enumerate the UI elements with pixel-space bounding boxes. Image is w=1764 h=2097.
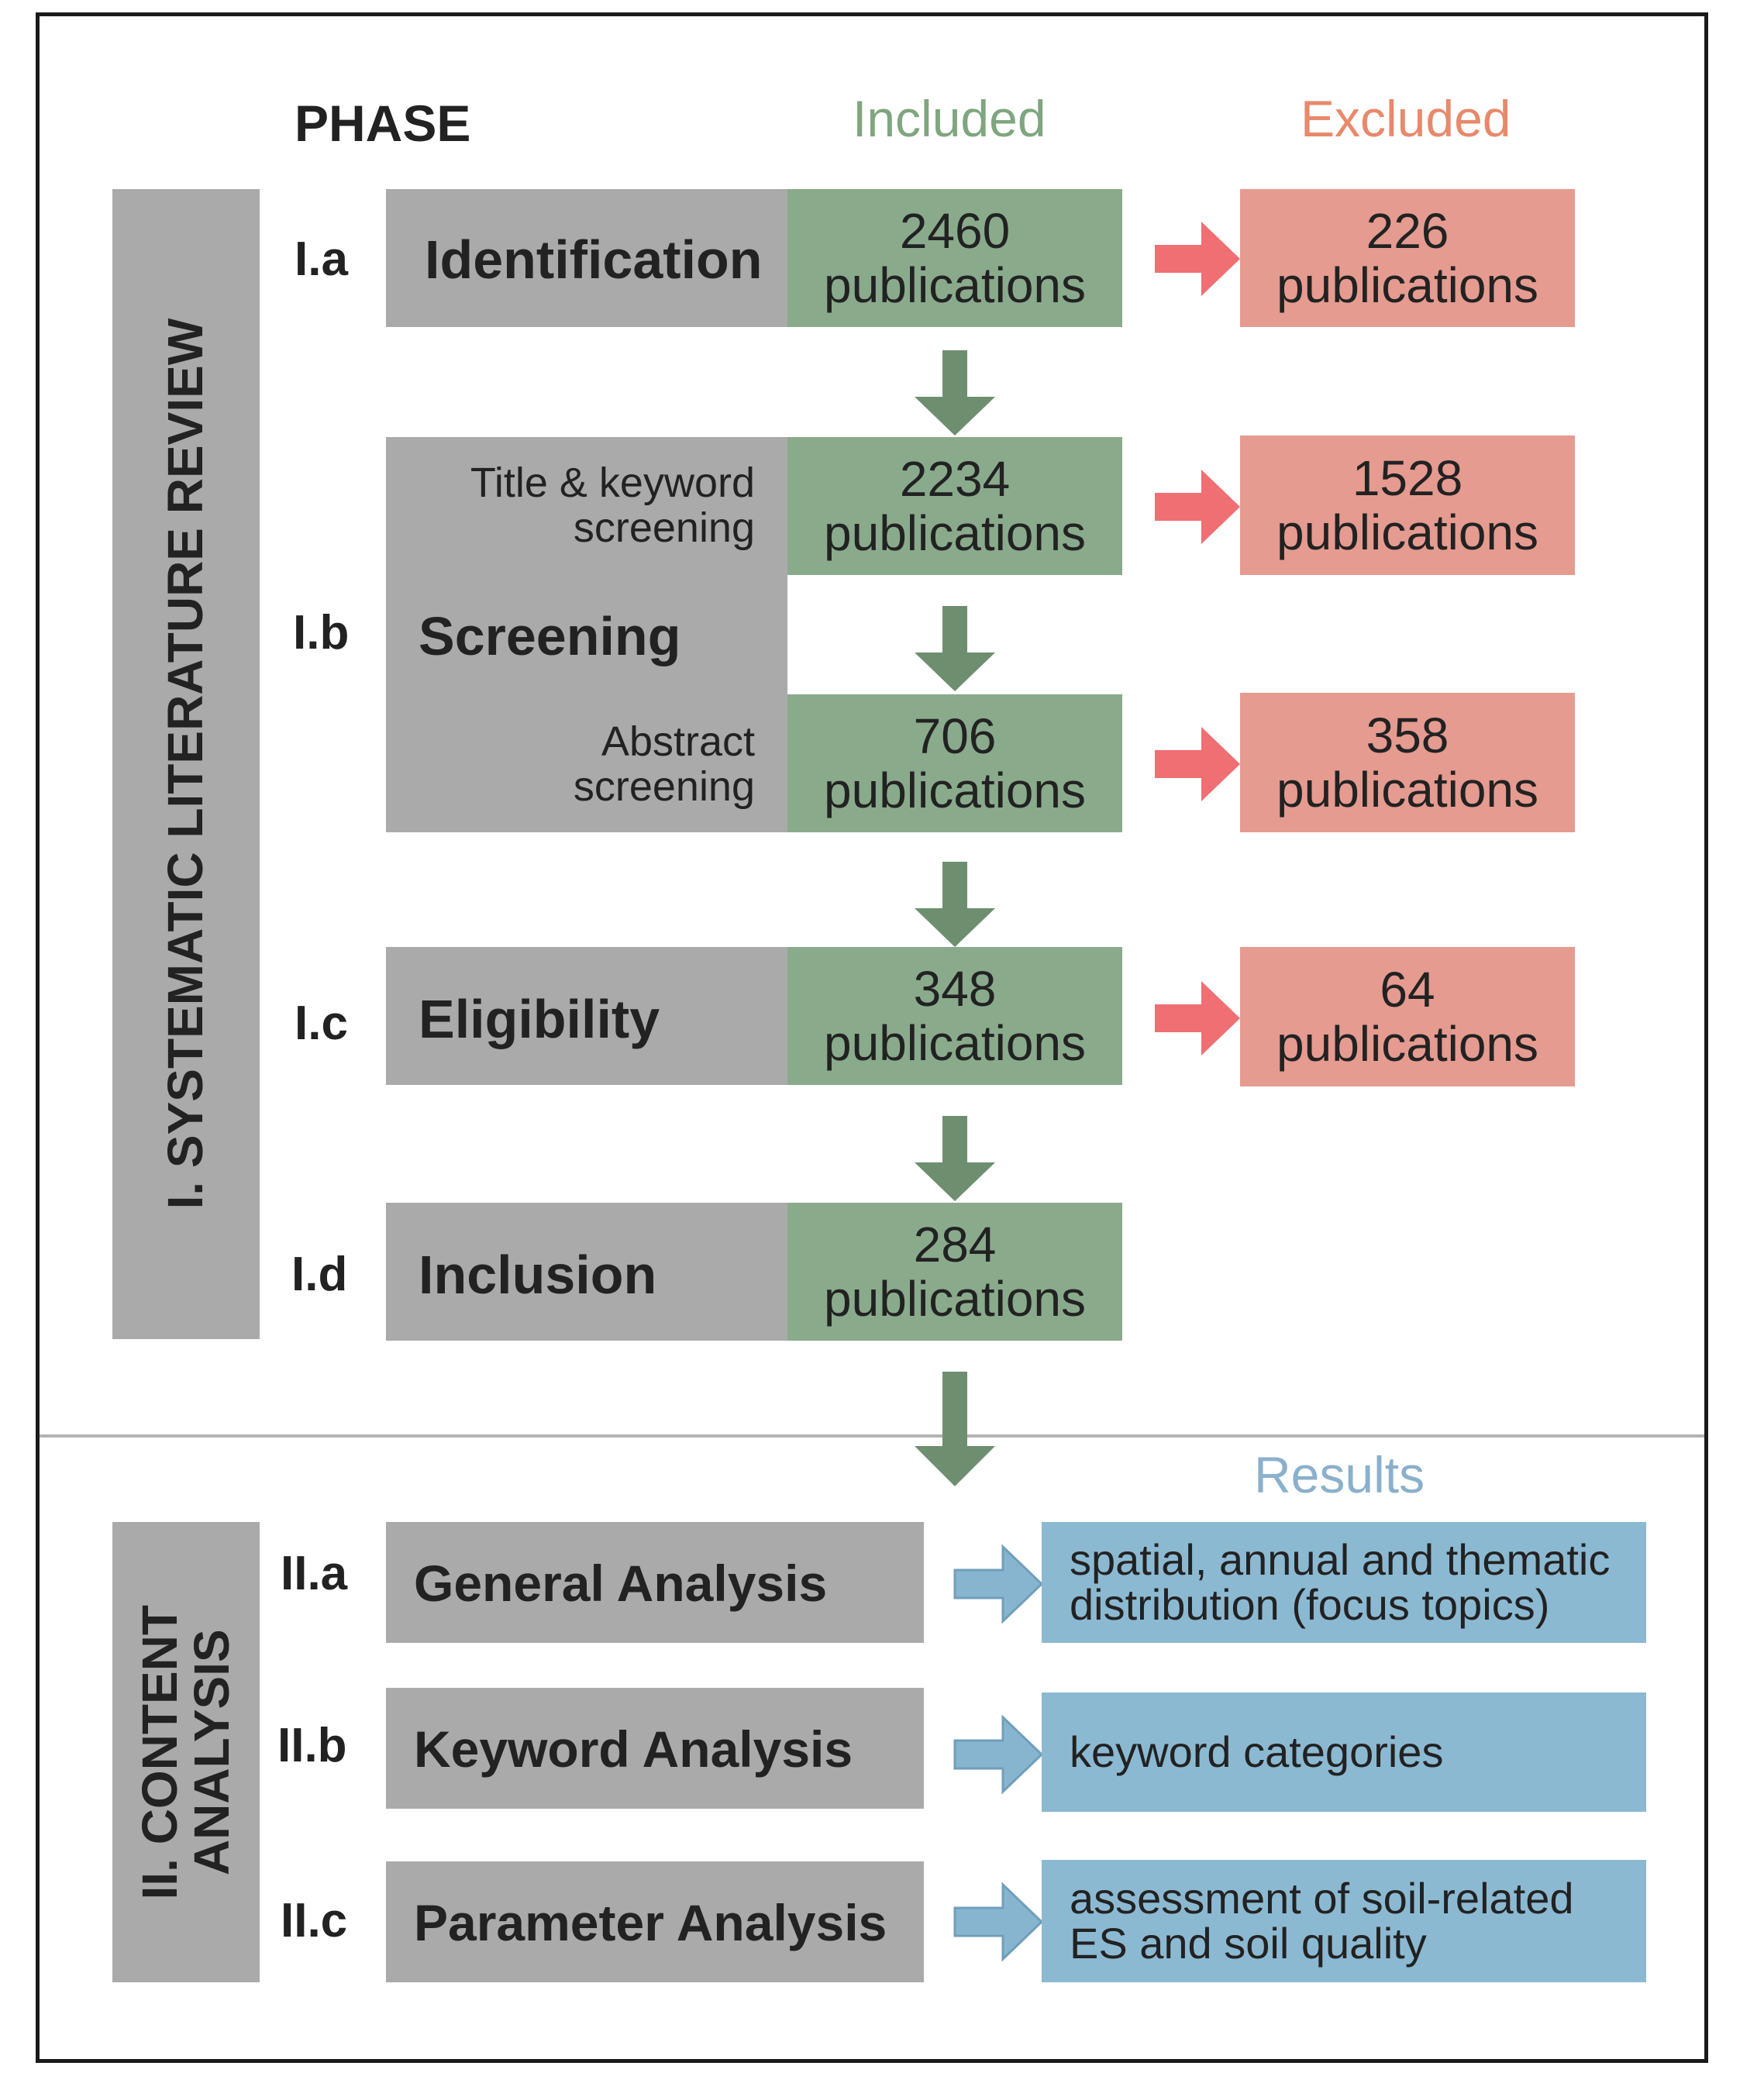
result-box-parameter	[1042, 1860, 1646, 1982]
excluded-count: 64	[1380, 961, 1435, 1018]
phase-header: PHASE	[295, 95, 471, 152]
right-arrow-icon	[955, 1717, 1042, 1792]
excluded-unit: publications	[1276, 257, 1538, 313]
right-arrow-icon	[955, 1885, 1042, 1959]
analysis-label-general: General Analysis	[414, 1555, 828, 1612]
phase-code-ic: I.c	[295, 997, 348, 1050]
section-divider	[40, 1434, 1704, 1438]
right-arrow-icon	[1155, 470, 1240, 544]
included-box-identification	[787, 189, 1122, 327]
phase-box-eligibility	[386, 947, 787, 1085]
excluded-box-abstract-screening	[1240, 693, 1575, 832]
included-count: 2234	[899, 450, 1011, 507]
excluded-count: 358	[1366, 707, 1449, 763]
included-unit: publications	[824, 1015, 1086, 1071]
excluded-header: Excluded	[1301, 90, 1511, 147]
right-arrow-icon	[1155, 727, 1240, 801]
down-arrow-icon	[915, 350, 995, 436]
phase-code-id: I.d	[291, 1248, 348, 1301]
excluded-box-identification	[1240, 189, 1575, 327]
phase-code-iic: II.c	[281, 1894, 348, 1947]
phase-label-identification: Identification	[425, 229, 763, 290]
down-arrow-icon	[915, 862, 995, 947]
included-unit: publications	[824, 257, 1086, 313]
section-2-title-line1: II. CONTENT	[131, 1604, 188, 1900]
included-count: 348	[913, 960, 997, 1017]
section-2-bar	[112, 1522, 260, 1982]
included-box-inclusion	[787, 1203, 1122, 1341]
result-box-general	[1042, 1522, 1646, 1643]
right-arrow-icon	[1155, 981, 1240, 1055]
phase-box-inclusion	[386, 1203, 787, 1341]
phase-box-screening	[386, 437, 787, 832]
included-unit: publications	[824, 505, 1086, 561]
included-count: 706	[913, 708, 997, 764]
included-box-title-screening	[787, 437, 1122, 575]
analysis-box-parameter	[386, 1861, 924, 1982]
screening-sub-title-keyword: Title & keyword screening	[470, 460, 755, 552]
down-arrow-icon	[915, 1372, 995, 1486]
result-text-parameter: assessment of soil-related ES and soil quality	[1070, 1873, 1574, 1968]
phase-code-iia: II.a	[281, 1547, 348, 1600]
included-count: 284	[913, 1216, 997, 1272]
phase-box-identification	[386, 189, 787, 327]
section-1-bar	[112, 189, 260, 1339]
down-arrow-icon	[915, 606, 995, 691]
result-box-keyword	[1042, 1692, 1646, 1812]
analysis-label-parameter: Parameter Analysis	[414, 1894, 887, 1951]
included-unit: publications	[824, 763, 1086, 818]
included-count: 2460	[899, 202, 1011, 259]
included-box-abstract-screening	[787, 694, 1122, 832]
included-unit: publications	[824, 1271, 1086, 1327]
excluded-box-title-screening	[1240, 436, 1575, 575]
excluded-count: 226	[1366, 202, 1449, 259]
included-box-eligibility	[787, 947, 1122, 1085]
analysis-box-general	[386, 1522, 924, 1643]
phase-code-ib: I.b	[293, 606, 350, 659]
result-text-general: spatial, annual and thematic distribution (focus topics)	[1070, 1534, 1611, 1629]
excluded-count: 1528	[1352, 449, 1463, 506]
section-2-title	[131, 1604, 239, 1900]
section-2-title-line2: ANALYSIS	[184, 1629, 239, 1875]
section-1-title: I. SYSTEMATIC LITERATURE REVIEW	[157, 319, 214, 1210]
phase-label-screening: Screening	[419, 606, 681, 666]
down-arrow-icon	[915, 1116, 995, 1201]
right-arrow-icon	[955, 1547, 1042, 1621]
right-arrow-icon	[1155, 222, 1240, 296]
included-header: Included	[853, 90, 1046, 147]
analysis-label-keyword: Keyword Analysis	[414, 1720, 853, 1778]
result-text-keyword: keyword categories	[1070, 1727, 1444, 1776]
excluded-box-eligibility	[1240, 947, 1575, 1086]
phase-label-eligibility: Eligibility	[419, 989, 660, 1049]
phase-label-inclusion: Inclusion	[419, 1245, 657, 1305]
excluded-unit: publications	[1276, 1016, 1538, 1072]
excluded-unit: publications	[1276, 762, 1538, 818]
excluded-unit: publications	[1276, 504, 1538, 560]
screening-sub-abstract: Abstract screening	[573, 718, 755, 811]
phase-code-ia: I.a	[295, 232, 348, 286]
results-header: Results	[1254, 1446, 1425, 1503]
phase-code-iib: II.b	[277, 1719, 347, 1772]
analysis-box-keyword	[386, 1688, 924, 1809]
